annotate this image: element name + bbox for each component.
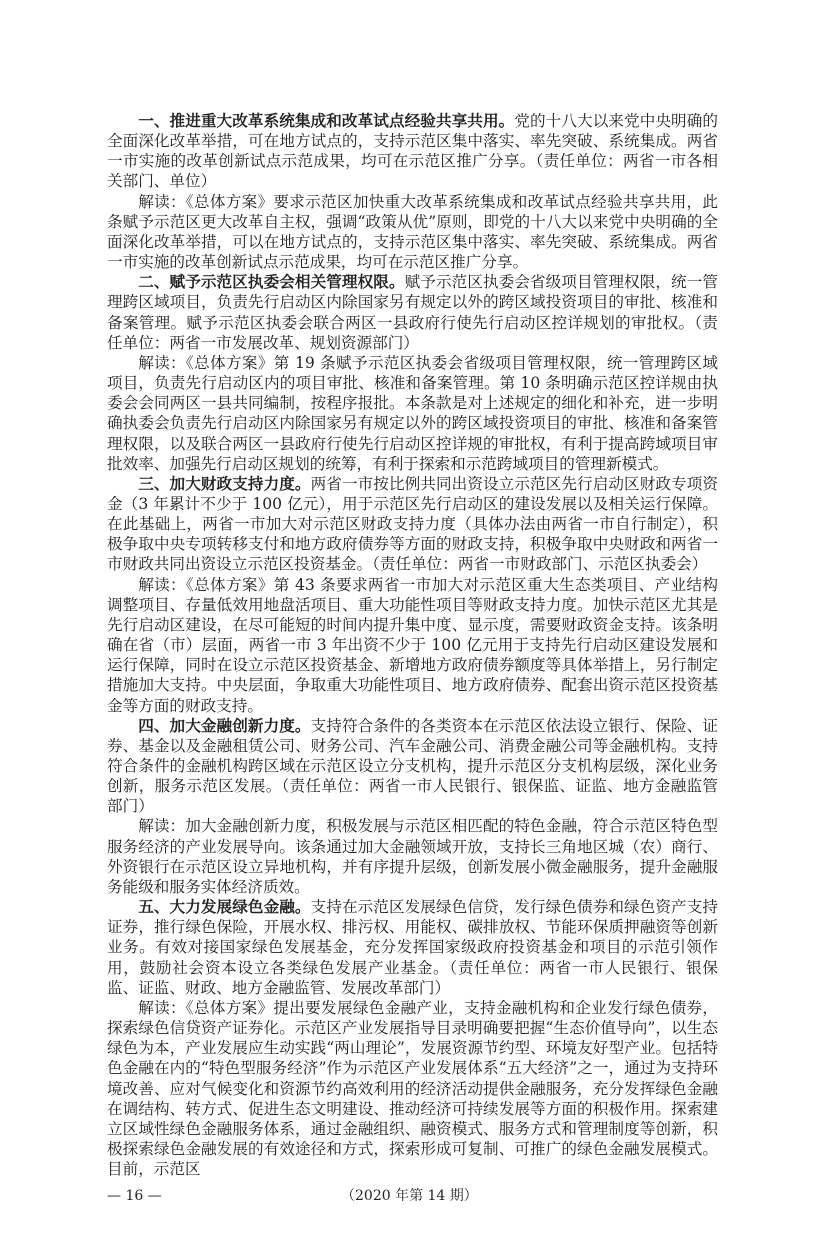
section-heading: 一、推进重大改革系统集成和改革试点经验共享共用。	[138, 112, 515, 130]
section-heading: 四、加大金融创新力度。	[138, 716, 311, 735]
interpretation-paragraph	[107, 575, 718, 716]
paragraph-text: 支持符合条件的各类资本在示范区依法设立银行、保险、证券、基金以及金融租赁公司、财务公司、汽车金融公司、消费金融公司等金融机构。支持符合条件的金融机构跨区域在示范区设立分支机构，提升示范区分支机构层级，深化业务创新，服务示范区发展。（责任单位：两省一市人民银行、银保监、证监、地方金融监管部门）	[107, 716, 718, 816]
interpretation-paragraph	[107, 353, 718, 474]
section-paragraph	[107, 474, 718, 575]
section-paragraph	[107, 111, 718, 192]
section-paragraph	[107, 716, 718, 817]
page-footer	[107, 1185, 718, 1207]
section-paragraph	[107, 897, 718, 998]
interpretation-paragraph	[107, 192, 718, 273]
paragraph-text: 赋予示范区执委会省级项目管理权限，统一管理跨区域项目，负责先行启动区内除国家另有规定以外的跨区域投资项目的审批、核准和备案管理。赋予示范区执委会联合两区一县政府行使先行启动区控详规划的审批权。（责任单位：两省一市发展改革、规划资源部门）	[107, 273, 718, 352]
paragraph-text: 党的十八大以来党中央明确的全面深化改革举措，可在地方试点的，支持示范区集中落实、率先突破、系统集成。两省一市实施的改革创新试点示范成果，均可在示范区推广分享。（责任单位：两省一市各相关部门、单位）	[107, 112, 718, 191]
paragraph-text: 支持在示范区发展绿色信贷，发行绿色债券和绿色资产支持证券，推行绿色保险，开展水权、排污权、用能权、碳排放权、节能环保质押融资等创新业务。有效对接国家绿色发展基金，充分发挥国家级政府投资基金和项目的示范引领作用，鼓励社会资本设立各类绿色发展产业基金。（责任单位：两省一市人民银行、银保监、证监、财政、地方金融监管、发展改革部门）	[107, 898, 718, 997]
issue-label: （2020 年第 14 期）	[341, 1188, 478, 1205]
section-heading: 二、赋予示范区执委会相关管理权限。	[138, 273, 405, 292]
section-paragraph	[107, 272, 718, 353]
paragraph-text: 解读：《总体方案》提出要发展绿色金融产业，支持金融机构和企业发行绿色债券，探索绿色信贷资产证券化。示范区产业发展指导目录明确要把握“生态价值导向”，以生态绿色为本，产业发展应生动实践“两山理论”，发展资源节约型、环境友好型产业。包括特色金融在内的“特色型服务经济”作为示范区产业发展体系“五大经济”之一，通过为支持环境改善、应对气候变化和资源节约高效利用的经济活动提供金融服务，充分发挥绿色金融在调结构、转方式、促进生态文明建设、推动经济可持续发展等方面的积极作用。探索建立区域性绿色金融服务体系，通过金融组织、融资模式、服务方式和管理制度等创新，积极探索绿色金融发展的有效途径和方式，探索形成可复制、可推广的绿色金融发展模式。目前，示范区	[107, 998, 718, 1179]
interpretation-paragraph	[107, 816, 718, 897]
document-body	[107, 111, 718, 1179]
section-heading: 三、加大财政支持力度。	[138, 474, 311, 493]
section-heading: 五、大力发展绿色金融。	[138, 898, 311, 917]
paragraph-text: 解读：《总体方案》第 19 条赋予示范区执委会省级项目管理权限，统一管理跨区域项目，负责先行启动区内的项目审批、核准和备案管理。第 10 条明确示范区控详规由执委会会同两区一县共同编制，按程序报批。本条款是对上述规定的细化和补充，进一步明确执委会负责先行启动区内除国家另有规定以外的跨区域投资项目的审批、核准和备案管理权限，以及联合两区一县政府行使先行启动区控详规的审批权，有利于提高跨域项目审批效率、加强先行启动区规划的统筹，有利于探索和示范跨域项目的管理新模式。	[107, 353, 718, 473]
page-number: — 16 —	[107, 1188, 162, 1205]
paragraph-text: 两省一市按比例共同出资设立示范区先行启动区财政专项资金（3 年累计不少于 100 亿元），用于示范区先行启动区的建设发展以及相关运行保障。在此基础上，两省一市加大对示范区财政支持力度（具体办法由两省一市自行制定），积极争取中央专项转移支付和地方政府债券等方面的财政支持，积极争取中央财政和两省一市财政共同出资设立示范区投资基金。（责任单位：两省一市财政部门、示范区执委会）	[107, 474, 718, 574]
paragraph-text: 解读：加大金融创新力度，积极发展与示范区相匹配的特色金融，符合示范区特色型服务经济的产业发展导向。该条通过加大金融领域开放，支持长三角地区城（农）商行、外资银行在示范区设立异地机构，并有序提升层级，创新发展小微金融服务，提升金融服务能级和服务实体经济质效。	[107, 817, 718, 896]
paragraph-text: 解读：《总体方案》要求示范区加快重大改革系统集成和改革试点经验共享共用，此条赋予示范区更大改革自主权，强调“政策从优”原则，即党的十八大以来党中央明确的全面深化改革举措，可以在地方试点的，支持示范区集中落实、率先突破、系统集成。两省一市实施的改革创新试点示范成果，均可在示范区推广分享。	[107, 192, 718, 272]
paragraph-text: 解读：《总体方案》第 43 条要求两省一市加大对示范区重大生态类项目、产业结构调整项目、存量低效用地盘活项目、重大功能性项目等财政支持力度。加快示范区尤其是先行启动区建设，在尽可能短的时间内提升集中度、显示度，需要财政资金支持。该条明确在省（市）层面，两省一市 3 年出资不少于 100 亿元用于支持先行启动区建设发展和运行保障，同时在设立示范区投资基金、新增地方政府债券额度等具体举措上，另行制定措施加大支持。中央层面，争取重大功能性项目、地方政府债券、配套出资示范区投资基金等方面的财政支持。	[107, 575, 718, 715]
interpretation-paragraph	[107, 998, 718, 1179]
